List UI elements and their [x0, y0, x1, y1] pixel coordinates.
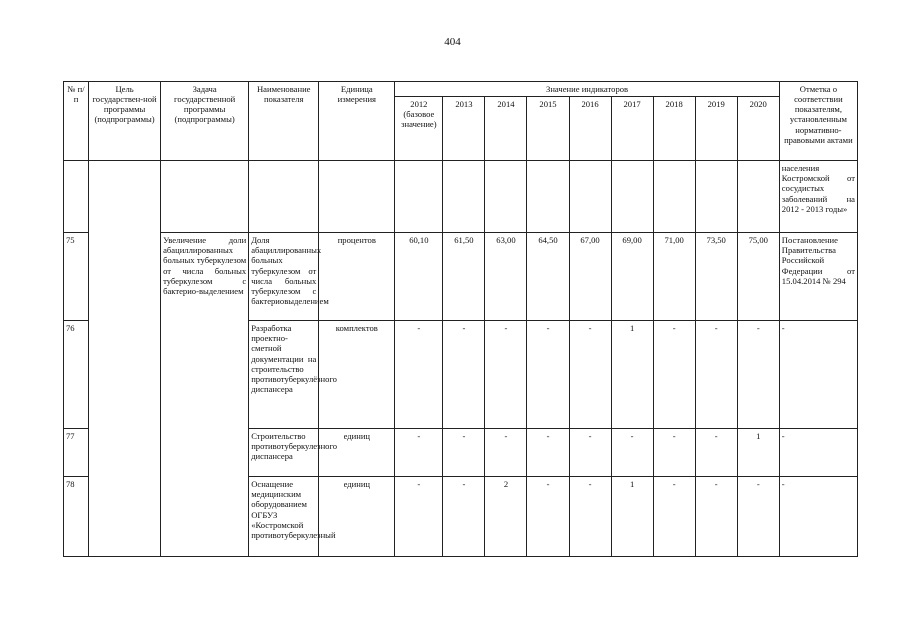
row-value: -: [611, 429, 653, 477]
row-value: 1: [611, 321, 653, 429]
row-value: 1: [737, 429, 779, 477]
row-value: 75,00: [737, 233, 779, 321]
header-unit: Единица измерения: [319, 82, 395, 161]
row-value: -: [527, 477, 569, 557]
header-values-group: Значение индикаторов: [395, 82, 779, 97]
header-year: 2016: [569, 97, 611, 161]
row-note: -: [779, 429, 857, 477]
row-value: 2: [485, 477, 527, 557]
header-task: Задача государственной программы (подпрограммы): [161, 82, 249, 161]
row-indicator: Строительство противотуберкулезного диспансера: [249, 429, 319, 477]
row-indicator: Оснащение медицинским оборудованием ОГБУЗ «Костромской противотуберкулезный: [249, 477, 319, 557]
header-year: 2019: [695, 97, 737, 161]
row-task: Увеличение доли абациллированных больных туберкулезом от числа больных туберкулезом с бактерио-выделением: [161, 233, 249, 557]
row-value: 63,00: [485, 233, 527, 321]
row-value: -: [395, 477, 443, 557]
header-year: 2018: [653, 97, 695, 161]
page-number: 404: [444, 36, 461, 48]
row-note: -: [779, 477, 857, 557]
header-goal: Цель государствен-ной программы (подпрограммы): [89, 82, 161, 161]
header-year: 2014: [485, 97, 527, 161]
row-value: 60,10: [395, 233, 443, 321]
row-value: -: [443, 477, 485, 557]
row-value: 64,50: [527, 233, 569, 321]
row-value: -: [569, 429, 611, 477]
row-value: -: [653, 321, 695, 429]
table-row-continuation: [64, 161, 858, 233]
row-value: 61,50: [443, 233, 485, 321]
table-row: [64, 233, 858, 321]
indicators-table: [63, 81, 858, 557]
row-indicator: Доля абациллированных больных туберкулезом от числа больных туберкулезом с бактериовыделением: [249, 233, 319, 321]
row-value: -: [485, 321, 527, 429]
row-value: -: [695, 477, 737, 557]
header-num: № п/п: [64, 82, 89, 161]
row-value: -: [569, 477, 611, 557]
row-value: -: [485, 429, 527, 477]
row-num: 75: [64, 233, 89, 321]
row-value: -: [653, 429, 695, 477]
row-num: 76: [64, 321, 89, 429]
row-value: -: [737, 477, 779, 557]
row-num: 78: [64, 477, 89, 557]
row-value: -: [395, 321, 443, 429]
row-note: -: [779, 321, 857, 429]
continuation-note: населения Костромской от сосудистых заболеваний на 2012 - 2013 годы»: [779, 161, 857, 233]
row-value: -: [737, 321, 779, 429]
row-value: -: [443, 321, 485, 429]
row-value: 1: [611, 477, 653, 557]
row-value: -: [527, 321, 569, 429]
row-unit: единиц: [319, 477, 395, 557]
row-note: Постановление Правительства Российской Федерации от 15.04.2014 № 294: [779, 233, 857, 321]
row-value: 67,00: [569, 233, 611, 321]
row-value: 69,00: [611, 233, 653, 321]
row-value: -: [653, 477, 695, 557]
header-indicator: Наименование показателя: [249, 82, 319, 161]
header-year: 2013: [443, 97, 485, 161]
row-value: -: [695, 429, 737, 477]
row-value: -: [443, 429, 485, 477]
goal-cell: [89, 161, 161, 557]
row-unit: процентов: [319, 233, 395, 321]
row-value: -: [569, 321, 611, 429]
row-value: -: [527, 429, 569, 477]
header-year: 2017: [611, 97, 653, 161]
row-indicator: Разработка проектно-сметной документации на строительство противотуберкулёзного диспансера: [249, 321, 319, 429]
row-unit: комплектов: [319, 321, 395, 429]
header-year: 2015: [527, 97, 569, 161]
header-year: 2012 (базовое значение): [395, 97, 443, 161]
row-value: 73,50: [695, 233, 737, 321]
row-value: 71,00: [653, 233, 695, 321]
header-year: 2020: [737, 97, 779, 161]
row-unit: единиц: [319, 429, 395, 477]
header-note: Отметка о соответствии показателям, установленным нормативно-правовыми актами: [779, 82, 857, 161]
row-value: -: [695, 321, 737, 429]
row-num: 77: [64, 429, 89, 477]
row-value: -: [395, 429, 443, 477]
